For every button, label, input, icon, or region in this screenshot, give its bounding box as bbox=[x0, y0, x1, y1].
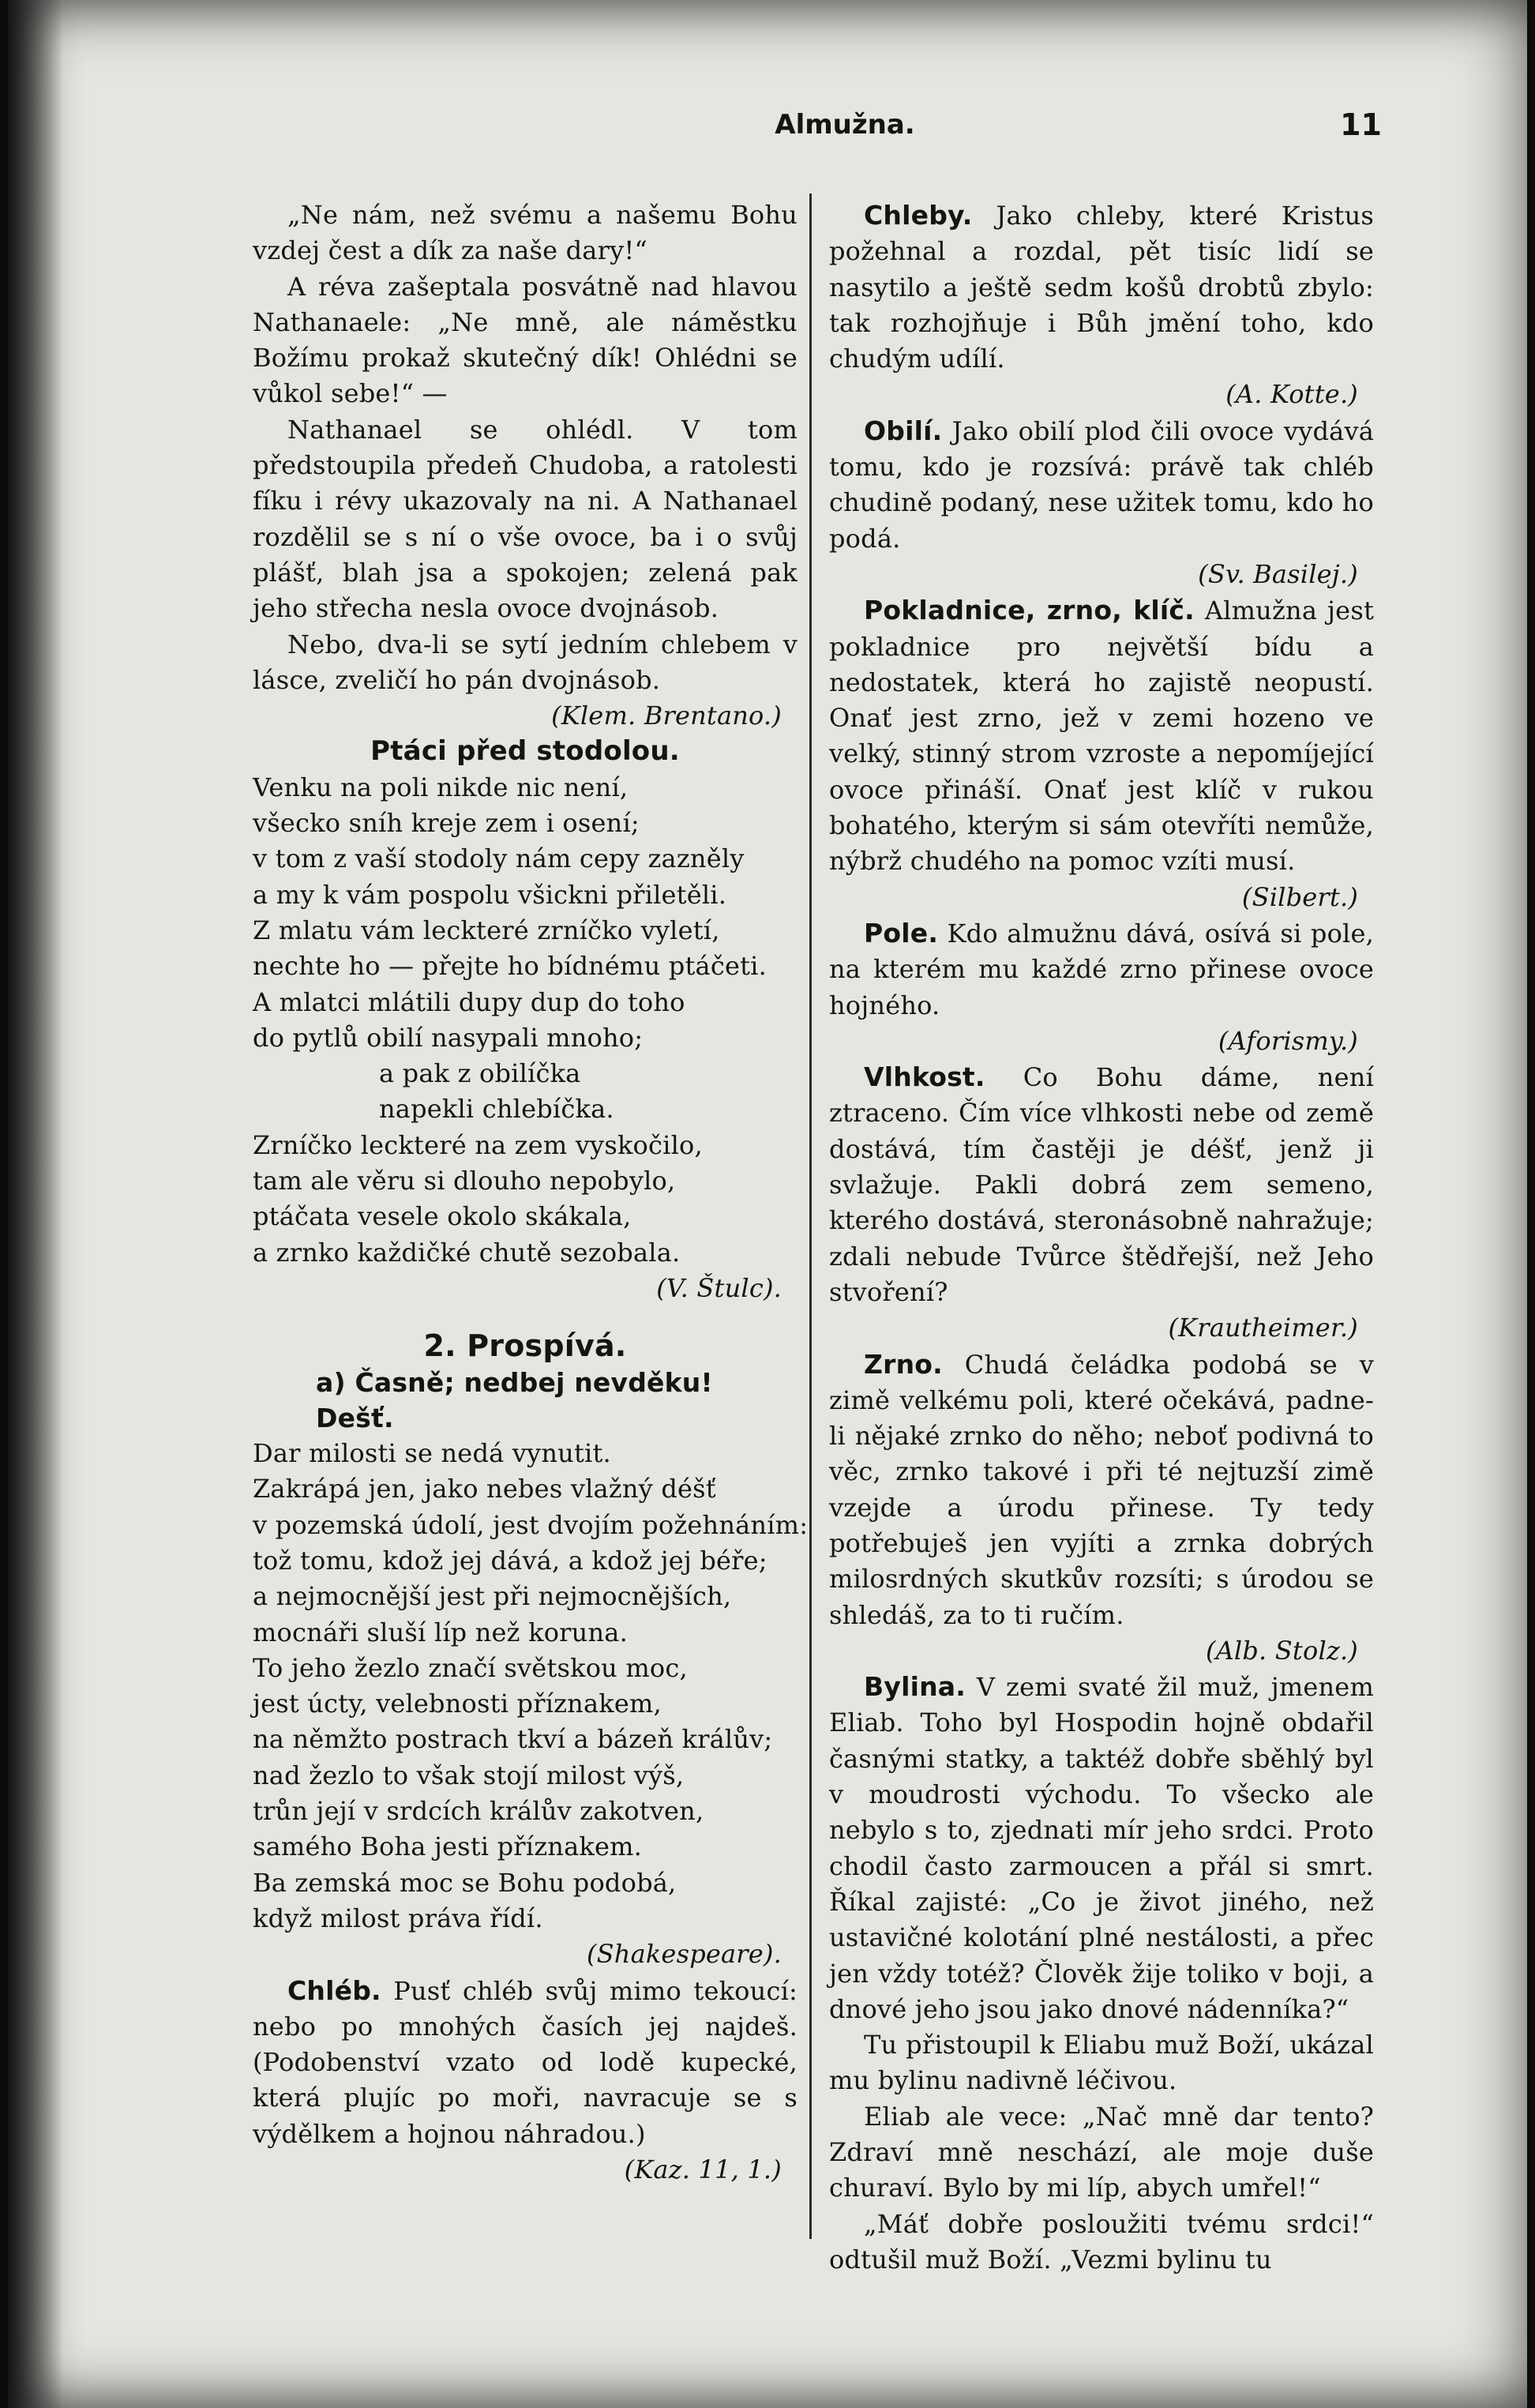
poem-line: Z mlatu vám leckteré zrníčko vyletí, bbox=[253, 915, 720, 945]
poem-stanza bbox=[253, 1436, 809, 1937]
entry-keyword: Chléb. bbox=[287, 1974, 381, 2006]
paragraph: Nebo, dva-li se sytí jedním chlebem v lásce, zveličí ho pán dvojnásob. bbox=[253, 629, 798, 695]
paragraph: „Máť dobře posloužiti tvému srdci!“ odtušil muž Boží. „Vezmi bylinu tu bbox=[829, 2208, 1374, 2275]
source-citation: (Aforismy.) bbox=[1218, 1025, 1358, 1056]
entry-paragraph bbox=[829, 1347, 1374, 1633]
entry-text: Jako chleby, které Kristus požehnal a rozdal, pět tisíc lidí se nasytilo a ještě sedm košů drobtů zbylo: tak rozhojňuje i Bůh jmění toho, kdo chudým udílí. bbox=[829, 201, 1375, 374]
entry-keyword: Zrno. bbox=[864, 1348, 943, 1380]
entry-keyword: Chleby. bbox=[864, 200, 973, 231]
poem-line: Zrníčko leckteré na zem vyskočilo, bbox=[253, 1129, 703, 1160]
column-divider bbox=[809, 193, 812, 2239]
poem-line: To jeho žezlo značí světskou moc, bbox=[253, 1652, 688, 1683]
paragraph: Eliab ale vece: „Nač mně dar tento? Zdraví mně neschází, ale moje duše churaví. Bylo by mi líp, abych umřel!“ bbox=[829, 2101, 1374, 2203]
poem-line: A mlatci mlátili dupy dup do toho bbox=[253, 986, 685, 1017]
poem-line: na němžto postrach tkví a bázeň králův; bbox=[253, 1724, 773, 1755]
entry-paragraph bbox=[829, 592, 1374, 879]
entry-text: Chudá čeládka podobá se v zimě velkému poli, které očekává, padne-li nějaké zrnko do něho; neboť podivná to věc, zrnko takové i při té nejtuzší zimě vzejde a úrodu přinese. Ty tedy potřebuješ jen vyjíti a zrnka dobrých milosrdných skutkův rozsíti; s úrodou se shledáš, za to ti ručím. bbox=[829, 1349, 1375, 1630]
poem-line: v pozemská údolí, jest dvojím požehnáním: bbox=[253, 1509, 809, 1540]
poem-line: a my k vám pospolu všickni přiletěli. bbox=[253, 879, 727, 910]
poem-line: Ba zemská moc se Bohu podobá, bbox=[253, 1867, 677, 1898]
paragraph: A réva zašeptala posvátně nad hlavou Nathanaele: „Ne mně, ale náměstku Božímu prokaž skutečný dík! Ohlédni se vůkol sebe!“ — bbox=[253, 271, 798, 409]
source-citation: (Alb. Stolz.) bbox=[1205, 1635, 1358, 1666]
poem-line: jest úcty, velebnosti příznakem, bbox=[253, 1689, 662, 1719]
entry-paragraph bbox=[829, 1669, 1374, 2027]
poem-line: nad žezlo to však stojí milost výš, bbox=[253, 1760, 685, 1790]
poem-line: v tom z vaší stodoly nám cepy zazněly bbox=[253, 843, 745, 874]
entry-keyword: Obilí. bbox=[864, 415, 943, 446]
entry-keyword: Vlhkost. bbox=[864, 1061, 985, 1093]
entry-text: Jako obilí plod čili ovoce vydává tomu, kdo je rozsívá: právě tak chléb chudině podaný, nese užitek tomu, kdo ho podá. bbox=[829, 415, 1374, 554]
entry-paragraph bbox=[829, 197, 1374, 377]
entry-text: Kdo almužnu dává, osívá si pole, na kterém mu každé zrno přinese ovoce hojného. bbox=[829, 918, 1374, 1020]
paragraph: Nathanael se ohlédl. V tom předstoupila předeň Chudoba, a ratolesti fíku i révy ukazovaly na ni. A Nathanael rozdělil se s ní o vše ovoce, ba i o svůj plášť, blah jsa a spokojen; zelená pak jeho střecha nesla ovoce dvojnásob. bbox=[253, 414, 798, 624]
poem-line: nechte ho — přejte ho bídnému ptáčeti. bbox=[253, 951, 767, 982]
source-citation: (A. Kotte.) bbox=[1225, 379, 1358, 410]
left-column bbox=[253, 197, 809, 2188]
poem-line: Zakrápá jen, jako nebes vlažný déšť bbox=[253, 1474, 716, 1505]
poem-line: a zrnko každičké chutě sezobala. bbox=[253, 1237, 681, 1268]
entry-paragraph bbox=[829, 1059, 1374, 1310]
poem-stanza bbox=[253, 770, 798, 1271]
entry-paragraph bbox=[253, 1973, 798, 2152]
book-spine-shadow bbox=[8, 0, 63, 2408]
poem-line: a pak z obilíčka bbox=[379, 1058, 581, 1089]
poem-line: mocnáři sluší líp než koruna. bbox=[253, 1617, 628, 1647]
source-citation: (Sv. Basilej.) bbox=[1198, 558, 1358, 589]
source-citation: (Kaz. 11, 1.) bbox=[624, 2154, 782, 2185]
entry-keyword: Bylina. bbox=[864, 1671, 966, 1703]
subsection-heading: a) Časně; nedbej nevděku! bbox=[316, 1366, 713, 1398]
paragraph: „Ne nám, než svému a našemu Bohu vzdej čest a dík za naše dary!“ bbox=[253, 200, 798, 266]
source-citation: (Klem. Brentano.) bbox=[551, 701, 782, 731]
poem-line: trůn její v srdcích králův zakotven, bbox=[253, 1796, 704, 1827]
paragraph: Tu přistoupil k Eliabu muž Boží, ukázal mu bylinu nadivně léčivou. bbox=[829, 2030, 1374, 2096]
poem-line: napekli chlebíčka. bbox=[379, 1094, 614, 1125]
poem-line: do pytlů obilí nasypali mnoho; bbox=[253, 1022, 644, 1053]
entry-paragraph bbox=[829, 413, 1374, 557]
page-number: 11 bbox=[1340, 107, 1382, 142]
entry-text: Co Bohu dáme, není ztraceno. Čím více vlhkosti nebe od země dostává, tím častěji je déšť, jenž ji svlažuje. Pakli dobrá zem semeno, kterého dostává, steronásobně nahražuje; zdali nebude Tvůrce štědřejší, než Jeho stvoření? bbox=[829, 1062, 1375, 1307]
book-page bbox=[8, 0, 1527, 2408]
poem-title: Ptáci před stodolou. bbox=[370, 735, 680, 768]
entry-title: Dešť. bbox=[316, 1402, 394, 1433]
source-citation: (V. Štulc). bbox=[656, 1272, 782, 1303]
right-column bbox=[829, 197, 1374, 2278]
entry-keyword: Pole. bbox=[864, 917, 939, 949]
entry-paragraph bbox=[829, 915, 1374, 1024]
poem-line: všecko sníh kreje zem i osení; bbox=[253, 808, 640, 839]
entry-text: Pusť chléb svůj mimo tekoucí: nebo po mnohých časích jej najdeš. (Podobenství vzato od lodě kupecké, která plujíc po moři, navracuje se s výdělkem a hojnou náhradou.) bbox=[253, 1975, 798, 2149]
section-heading: 2. Prospívá. bbox=[423, 1328, 627, 1364]
poem-line: ptáčata vesele okolo skákala, bbox=[253, 1201, 632, 1232]
poem-line: samého Boha jesti příznakem. bbox=[253, 1831, 643, 1862]
source-citation: (Krautheimer.) bbox=[1168, 1313, 1358, 1343]
source-citation: (Shakespeare). bbox=[586, 1939, 782, 1970]
entry-keyword: Pokladnice, zrno, klíč. bbox=[864, 595, 1195, 626]
running-title: Almužna. bbox=[775, 109, 915, 141]
entry-text: Almužna jest pokladnice pro největší bídu a nedostatek, která ho zajistě neopustí. Onať jest zrno, jež v zemi hozeno ve velký, stinný strom vzroste a nepomíjející ovoce přináší. Onať jest klíč v rukou bohatého, kterým si sám otevříti nemůže, nýbrž chudého na pomoc vzíti musí. bbox=[829, 595, 1375, 877]
poem-line: Venku na poli nikde nic není, bbox=[253, 772, 629, 802]
poem-line: Dar milosti se nedá vynutit. bbox=[253, 1438, 611, 1469]
poem-line: když milost práva řídí. bbox=[253, 1903, 543, 1933]
poem-line: tam ale věru si dlouho nepobylo, bbox=[253, 1166, 676, 1196]
source-citation: (Silbert.) bbox=[1241, 881, 1358, 912]
poem-line: a nejmocnější jest při nejmocnějších, bbox=[253, 1581, 732, 1612]
entry-text: V zemi svaté žil muž, jmenem Eliab. Toho byl Hospodin hojně obdařil časnými statky, a taktéž dobře sběhlý byl v moudrosti východu. To všecko ale nebylo s to, zjednati mír jeho srdci. Proto chodil často zarmoucen a přál si smrt. Říkal zajisté: „Co je život jiného, než ustavičné kolotání plné nestálosti, a přec jen vždy totéž? Člověk žije toliko v boji, a dnové jeho jsou jako dnové nádenníka?“ bbox=[829, 1672, 1374, 2024]
poem-line: tož tomu, kdož jej dává, a kdož jej béře; bbox=[253, 1545, 768, 1576]
